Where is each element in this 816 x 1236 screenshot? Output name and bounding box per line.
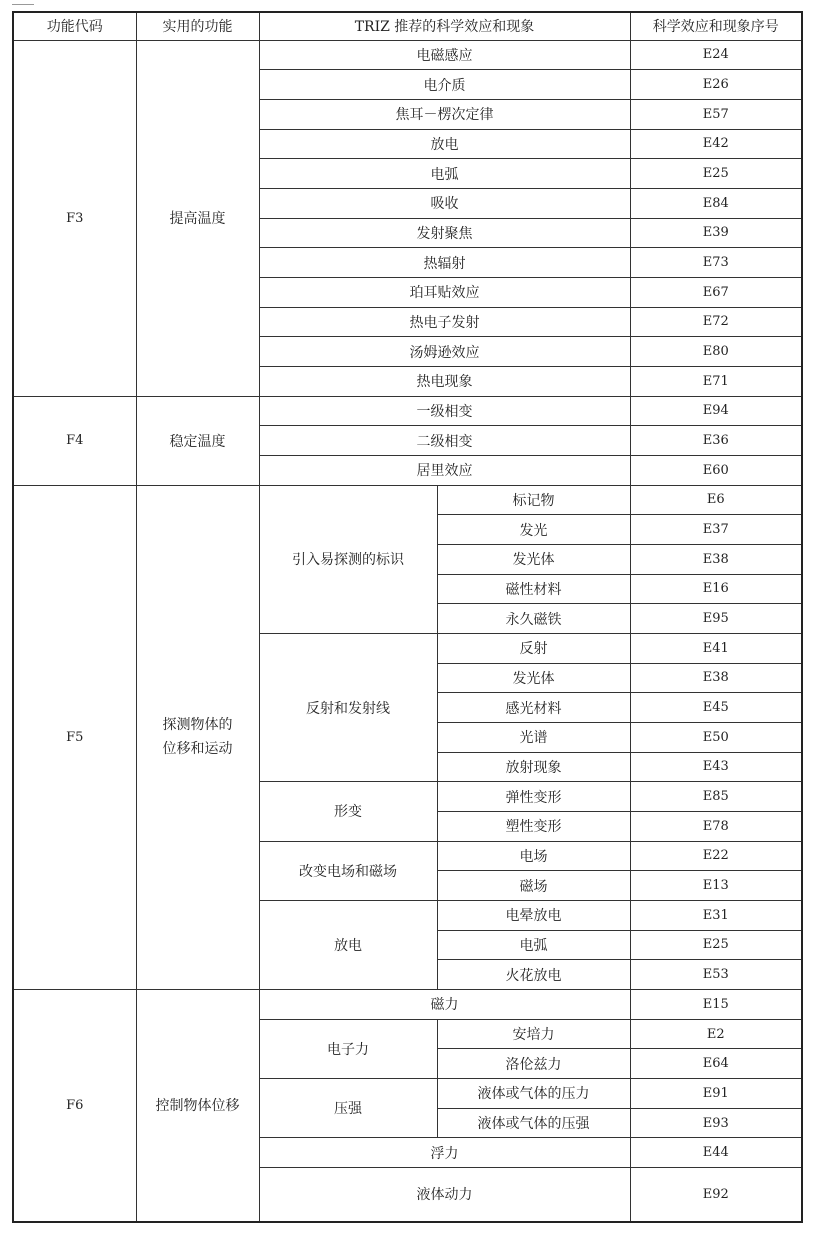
effect-cell: 光谱 bbox=[437, 722, 630, 752]
func-name-f4: 稳定温度 bbox=[136, 396, 259, 485]
effect-no-cell: E16 bbox=[630, 574, 802, 604]
effect-cell: 塑性变形 bbox=[437, 811, 630, 841]
effect-cell: 一级相变 bbox=[259, 396, 630, 426]
effect-no-cell: E78 bbox=[630, 811, 802, 841]
effect-cell: 反射 bbox=[437, 633, 630, 663]
effect-cell: 热电子发射 bbox=[259, 307, 630, 337]
func-code-f4: F4 bbox=[13, 396, 136, 485]
effect-no-cell: E64 bbox=[630, 1049, 802, 1079]
effect-cell: 电弧 bbox=[437, 930, 630, 960]
effect-no-cell: E22 bbox=[630, 841, 802, 871]
group-label: 形变 bbox=[259, 782, 437, 841]
effect-cell: 电弧 bbox=[259, 159, 630, 189]
effect-cell: 发光体 bbox=[437, 544, 630, 574]
effect-no-cell: E43 bbox=[630, 752, 802, 782]
group-label: 压强 bbox=[259, 1079, 437, 1138]
effect-no-cell: E13 bbox=[630, 871, 802, 901]
effect-no-cell: E6 bbox=[630, 485, 802, 515]
func-code-f3: F3 bbox=[13, 40, 136, 396]
effect-no-cell: E93 bbox=[630, 1108, 802, 1138]
effect-no-cell: E50 bbox=[630, 722, 802, 752]
effect-cell: 电介质 bbox=[259, 70, 630, 100]
effect-cell: 液体或气体的压强 bbox=[437, 1108, 630, 1138]
effect-no-cell: E25 bbox=[630, 930, 802, 960]
effect-cell: 发光体 bbox=[437, 663, 630, 693]
effect-cell: 弹性变形 bbox=[437, 782, 630, 812]
header-func: 实用的功能 bbox=[136, 12, 259, 40]
effect-cell: 热辐射 bbox=[259, 248, 630, 278]
group-label: 改变电场和磁场 bbox=[259, 841, 437, 900]
effect-cell: 磁场 bbox=[437, 871, 630, 901]
header-func-code: 功能代码 bbox=[13, 12, 136, 40]
effect-cell: 电场 bbox=[437, 841, 630, 871]
table-row bbox=[13, 396, 802, 426]
effect-cell: 安培力 bbox=[437, 1019, 630, 1049]
table-row bbox=[13, 485, 802, 515]
effect-cell: 二级相变 bbox=[259, 426, 630, 456]
func-name-f6: 控制物体位移 bbox=[136, 990, 259, 1222]
effect-no-cell: E57 bbox=[630, 99, 802, 129]
effect-cell: 浮力 bbox=[259, 1138, 630, 1168]
effect-no-cell: E60 bbox=[630, 455, 802, 485]
effect-no-cell: E91 bbox=[630, 1079, 802, 1109]
func-name-f3: 提高温度 bbox=[136, 40, 259, 396]
effect-cell: 标记物 bbox=[437, 485, 630, 515]
effect-no-cell: E67 bbox=[630, 277, 802, 307]
effect-cell: 发光 bbox=[437, 515, 630, 545]
group-label: 反射和发射线 bbox=[259, 633, 437, 781]
header-effects: TRIZ 推荐的科学效应和现象 bbox=[259, 12, 630, 40]
effect-cell: 珀耳贴效应 bbox=[259, 277, 630, 307]
effect-no-cell: E31 bbox=[630, 900, 802, 930]
func-name-f5-line1: 探测物体的 bbox=[162, 717, 233, 734]
effect-cell: 火花放电 bbox=[437, 960, 630, 990]
corner-mark bbox=[12, 0, 34, 5]
effect-cell: 焦耳－楞次定律 bbox=[259, 99, 630, 129]
effect-no-cell: E2 bbox=[630, 1019, 802, 1049]
effect-no-cell: E25 bbox=[630, 159, 802, 189]
effect-cell: 居里效应 bbox=[259, 455, 630, 485]
effect-cell: 热电现象 bbox=[259, 366, 630, 396]
effect-no-cell: E26 bbox=[630, 70, 802, 100]
effect-no-cell: E84 bbox=[630, 188, 802, 218]
effect-cell: 液体动力 bbox=[259, 1168, 630, 1222]
effect-cell: 放射现象 bbox=[437, 752, 630, 782]
effect-no-cell: E73 bbox=[630, 248, 802, 278]
effect-no-cell: E80 bbox=[630, 337, 802, 367]
effect-no-cell: E44 bbox=[630, 1138, 802, 1168]
effect-cell: 感光材料 bbox=[437, 693, 630, 723]
effect-cell: 吸收 bbox=[259, 188, 630, 218]
effect-no-cell: E42 bbox=[630, 129, 802, 159]
effect-cell: 磁性材料 bbox=[437, 574, 630, 604]
effect-cell: 发射聚焦 bbox=[259, 218, 630, 248]
func-name-f5 bbox=[136, 485, 259, 989]
effect-no-cell: E41 bbox=[630, 633, 802, 663]
table-row bbox=[13, 40, 802, 70]
effect-no-cell: E15 bbox=[630, 990, 802, 1020]
effect-no-cell: E39 bbox=[630, 218, 802, 248]
group-label: 放电 bbox=[259, 900, 437, 989]
effect-no-cell: E95 bbox=[630, 604, 802, 634]
effect-no-cell: E92 bbox=[630, 1168, 802, 1222]
group-label: 引入易探测的标识 bbox=[259, 485, 437, 633]
effect-cell: 电磁感应 bbox=[259, 40, 630, 70]
func-name-f5-line2: 位移和运动 bbox=[162, 741, 233, 758]
effect-cell: 电晕放电 bbox=[437, 900, 630, 930]
effect-no-cell: E71 bbox=[630, 366, 802, 396]
effect-no-cell: E36 bbox=[630, 426, 802, 456]
group-label: 电子力 bbox=[259, 1019, 437, 1078]
effect-no-cell: E24 bbox=[630, 40, 802, 70]
effect-no-cell: E38 bbox=[630, 663, 802, 693]
effect-cell: 永久磁铁 bbox=[437, 604, 630, 634]
effect-cell: 液体或气体的压力 bbox=[437, 1079, 630, 1109]
table-row bbox=[13, 990, 802, 1020]
header-effect-no: 科学效应和现象序号 bbox=[630, 12, 802, 40]
triz-effects-table bbox=[12, 11, 803, 1223]
effect-no-cell: E53 bbox=[630, 960, 802, 990]
effect-no-cell: E45 bbox=[630, 693, 802, 723]
effect-no-cell: E38 bbox=[630, 544, 802, 574]
effect-no-cell: E37 bbox=[630, 515, 802, 545]
effect-cell: 汤姆逊效应 bbox=[259, 337, 630, 367]
header-row bbox=[13, 12, 802, 40]
effect-cell: 磁力 bbox=[259, 990, 630, 1020]
effect-no-cell: E85 bbox=[630, 782, 802, 812]
func-code-f5: F5 bbox=[13, 485, 136, 989]
effect-cell: 洛伦兹力 bbox=[437, 1049, 630, 1079]
effect-no-cell: E94 bbox=[630, 396, 802, 426]
effect-cell: 放电 bbox=[259, 129, 630, 159]
effect-no-cell: E72 bbox=[630, 307, 802, 337]
func-code-f6: F6 bbox=[13, 990, 136, 1222]
